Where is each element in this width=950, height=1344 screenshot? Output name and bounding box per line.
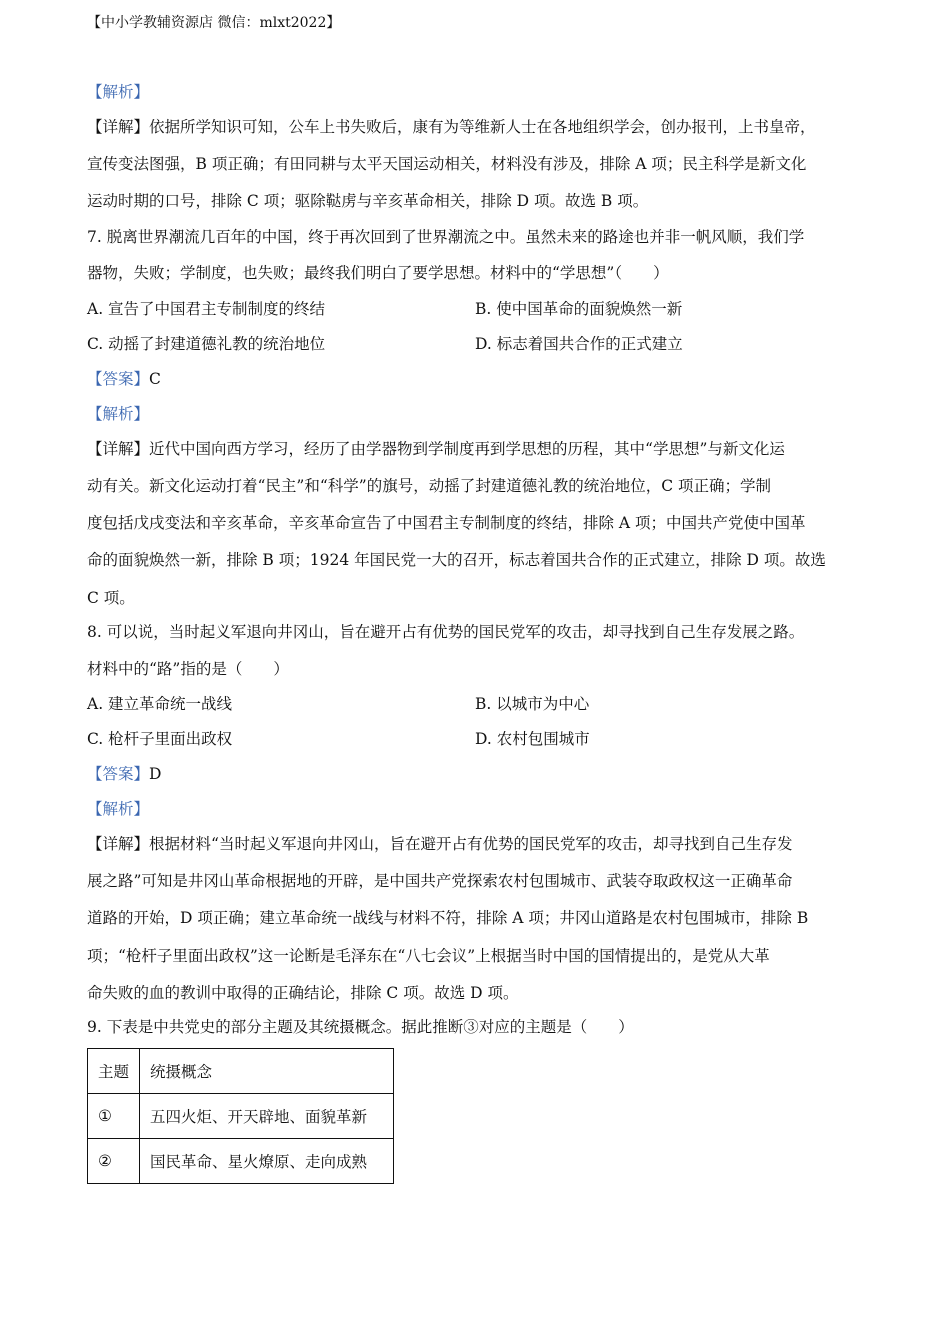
page-header: 【中小学教辅资源店 微信：mlxt2022】 [87, 15, 341, 31]
q8-answer-value: D [149, 765, 162, 783]
q8-stem-line-2: 材料中的“路”指的是（ ） [87, 660, 289, 678]
q9-stem: 9. 下表是中共党史的部分主题及其统摄概念。据此推断③对应的主题是（ ） [87, 1018, 634, 1036]
q8-detail-tag: 【详解】 [87, 835, 150, 853]
q7-detail-line-4: 命的面貌焕然一新，排除 B 项；1924 年国民党一大的召开，标志着国共合作的正式建立，排除 D 项。故选 [87, 551, 826, 569]
q6-detail-tag: 【详解】 [87, 118, 150, 136]
table-row [88, 1139, 394, 1184]
table-header-row [88, 1049, 394, 1094]
q7-stem-line-1: 7. 脱离世界潮流几百年的中国，终于再次回到了世界潮流之中。虽然未来的路途也并非一帆风顺，我们学 [87, 228, 805, 246]
q7-stem-line-2: 器物，失败；学制度，也失败；最终我们明白了要学思想。材料中的“学思想”（ ） [87, 264, 669, 282]
q8-detail-line-1: 【详解】根据材料“当时起义军退向井冈山，旨在避开占有优势的国民党军的攻击，却寻找到自己生存发 [87, 835, 793, 853]
q6-analysis-tag: 【解析】 [87, 83, 150, 101]
table-cell: ① [88, 1094, 140, 1139]
q8-answer [87, 764, 161, 784]
q8-option-c: C. 枪杆子里面出政权 [87, 730, 233, 748]
table-row [88, 1094, 394, 1139]
q7-detail-line-2: 动有关。新文化运动打着“民主”和“科学”的旗号，动摇了封建道德礼教的统治地位，C 项正确；学制 [87, 477, 771, 495]
table-header-cell: 主题 [88, 1049, 140, 1094]
q7-answer-value: C [149, 370, 161, 388]
q8-detail-line-3: 道路的开始，D 项正确；建立革命统一战线与材料不符，排除 A 项；井冈山道路是农村包围城市，排除 B [87, 909, 809, 927]
q8-detail-line-5: 命失败的血的教训中取得的正确结论，排除 C 项。故选 D 项。 [87, 984, 519, 1002]
q7-option-c: C. 动摇了封建道德礼教的统治地位 [87, 335, 326, 353]
q6-detail-line-1: 【详解】依据所学知识可知，公车上书失败后，康有为等维新人士在各地组织学会，创办报刊，上书皇帝， [87, 118, 816, 136]
q7-detail-line-3: 度包括戊戌变法和辛亥革命，辛亥革命宣告了中国君主专制制度的终结，排除 A 项；中国共产党使中国革 [87, 514, 806, 532]
table-header-cell: 统摄概念 [140, 1049, 394, 1094]
table-cell: ② [88, 1139, 140, 1184]
q8-detail-line-2: 展之路”可知是井冈山革命根据地的开辟，是中国共产党探索农村包围城市、武装夺取政权这一正确革命 [87, 872, 793, 890]
q8-detail-line-4: 项；“枪杆子里面出政权”这一论断是毛泽东在“八七会议”上根据当时中国的国情提出的，是党从大革 [87, 947, 770, 965]
q8-analysis-tag: 【解析】 [87, 800, 150, 818]
q7-answer [87, 369, 161, 389]
q7-option-d: D. 标志着国共合作的正式建立 [475, 335, 683, 353]
q7-option-a: A. 宣告了中国君主专制制度的终结 [87, 300, 326, 318]
q8-option-a: A. 建立革命统一战线 [87, 695, 233, 713]
q7-analysis-tag: 【解析】 [87, 405, 150, 423]
q9-concept-table [87, 1048, 394, 1184]
table-cell: 五四火炬、开天辟地、面貌革新 [140, 1094, 394, 1139]
q8-stem-line-1: 8. 可以说，当时起义军退向井冈山，旨在避开占有优势的国民党军的攻击，却寻找到自己生存发展之路。 [87, 623, 805, 641]
q8-option-b: B. 以城市为中心 [475, 695, 590, 713]
q8-answer-tag: 【答案】 [87, 765, 150, 783]
q7-option-b: B. 使中国革命的面貌焕然一新 [475, 300, 683, 318]
q7-detail-line-5: C 项。 [87, 589, 135, 607]
q8-option-d: D. 农村包围城市 [475, 730, 590, 748]
q7-detail-tag: 【详解】 [87, 440, 150, 458]
table-cell: 国民革命、星火燎原、走向成熟 [140, 1139, 394, 1184]
q7-detail-line-1: 【详解】近代中国向西方学习，经历了由学器物到学制度再到学思想的历程，其中“学思想”与新文化运 [87, 440, 785, 458]
q6-detail-line-3: 运动时期的口号，排除 C 项；驱除鞑虏与辛亥革命相关，排除 D 项。故选 B 项。 [87, 192, 649, 210]
q7-answer-tag: 【答案】 [87, 370, 150, 388]
q6-detail-line-2: 宣传变法图强，B 项正确；有田同耕与太平天国运动相关，材料没有涉及，排除 A 项；民主科学是新文化 [87, 155, 807, 173]
